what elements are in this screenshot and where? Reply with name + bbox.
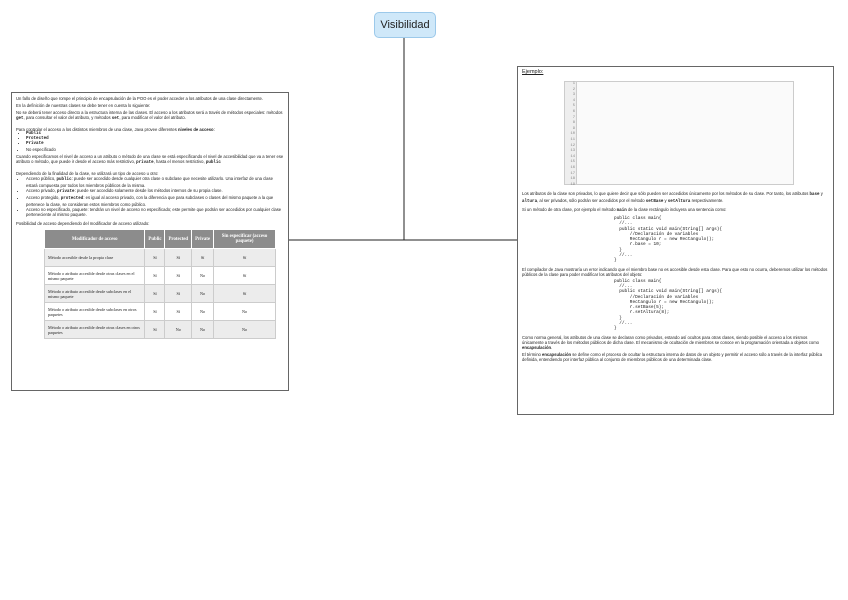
access-table xyxy=(44,229,276,339)
example-label: Ejemplo: xyxy=(522,69,544,75)
level-item: • Private xyxy=(26,142,284,147)
table-header: Protected xyxy=(165,230,192,249)
levels-intro: Para controlar el acceso a los distintos miembros de una clase, Java provee diferentes niveles de acceso: xyxy=(16,127,215,132)
table-cell: Sí xyxy=(145,267,165,285)
table-row xyxy=(45,267,276,285)
table-cell: Sí xyxy=(145,303,165,321)
table-row xyxy=(45,303,276,321)
paragraph-main: Si un método de otra clase, por ejemplo el método main de la clase rectángulo incluyera una sentencia como: xyxy=(522,207,727,213)
table-cell: Sí xyxy=(214,267,276,285)
code-snippet-1: public class main{ //... public static void main(String[] args){ //Declaración de variables Rectangulo r = new Rectangulo(); r.base = 10; } //... } xyxy=(614,216,723,264)
type-item: • Acceso no especificado, paquete: tendrán un nivel de acceso no especificado; este permite que podrán ser accedidos por cualquier clase perteneciente al mismo paquete. xyxy=(26,207,284,217)
table-cell: No xyxy=(214,321,276,339)
table-row xyxy=(45,321,276,339)
intro-text-2: En la definición de nuestras clases se debe tener en cuenta lo siguiente: xyxy=(16,103,151,108)
table-cell: No xyxy=(192,303,214,321)
left-topic-note[interactable] xyxy=(11,92,289,391)
central-topic-label: Visibilidad xyxy=(380,19,430,31)
table-header: Public xyxy=(145,230,165,249)
table-header-row xyxy=(45,230,276,249)
table-cell: No xyxy=(214,303,276,321)
table-cell: No xyxy=(192,321,214,339)
table-caption: Posibilidad de acceso dependiendo del modificador de acceso utilizado: xyxy=(16,221,150,226)
table-cell: Método accesible desde la propia clase xyxy=(45,249,145,267)
type-item: • Acceso público, public: puede ser accedido desde cualquier otra clase o subclase que necesite utilizarlo. Una interfaz de una clase estará compuesta por todos los miembros públicos de la misma. xyxy=(26,176,284,188)
table-cell: Sí xyxy=(165,285,192,303)
levels-list xyxy=(16,132,284,152)
table-cell: No xyxy=(192,267,214,285)
table-cell: Sí xyxy=(192,249,214,267)
table-header: Private xyxy=(192,230,214,249)
table-cell: Método o atributo accesible desde subclases en el mismo paquete xyxy=(45,285,145,303)
paragraph-definition: El término encapsulación se define como el proceso de ocultar la estructura interna de datos de un objeto y permitir el acceso sólo a través de la interfaz pública definida, entendiendo por interfaz pública al conjunto de miembros públicos de una determinada clase. xyxy=(522,351,823,362)
code-screenshot xyxy=(564,81,794,185)
types-list xyxy=(16,176,284,217)
table-cell: Sí xyxy=(145,249,165,267)
table-cell: Método o atributo accesible desde subclases en otros paquetes xyxy=(45,303,145,321)
getset-text: No se deberá tener acceso directo a la estructura interna de las clases. El acceso a los atributos será a través de métodos especiales: métodos get, para consultar el valor del atributo, y métodos set, para modificar el valor del atributo. xyxy=(16,110,283,121)
paragraph-private: Los atributos de la clase son privados, lo que quiere decir que sólo pueden ser accedidos únicamente por los métodos de su clase. Por tanto, los atributos base y altura, al ser privados, sólo podrán ser accedidos por el método setBase y setAltura respectivamente. xyxy=(522,191,823,204)
table-cell: Sí xyxy=(165,303,192,321)
table-cell: Sí xyxy=(214,249,276,267)
table-header: Sin especificar (acceso paquete) xyxy=(214,230,276,249)
level-item: • Protected xyxy=(26,137,284,142)
table-row xyxy=(45,285,276,303)
type-item: • Acceso privado, private: puede ser accedido solamente desde los métodos internos de su propia clase. xyxy=(26,188,284,195)
table-cell: Sí xyxy=(165,267,192,285)
table-header: Modificador de acceso xyxy=(45,230,145,249)
code-line-numbers: 1 2 3 4 5 6 7 8 9 10 11 12 13 14 15 16 17 18 19 xyxy=(565,82,577,184)
right-topic-note[interactable] xyxy=(517,66,834,415)
types-heading: Dependiendo de la finalidad de la clase, se utilizará un tipo de acceso u otro: xyxy=(16,171,159,176)
table-cell: Sí xyxy=(145,321,165,339)
table-cell: Sí xyxy=(214,285,276,303)
table-row xyxy=(45,249,276,267)
code-snippet-2: public class main{ //... public static void main(String[] args){ //Declaración de variables Rectangulo r = new Rectangulo(); r.setBase(5); r.setAltura(8); } //... } xyxy=(614,278,723,332)
table-cell: Sí xyxy=(165,249,192,267)
table-cell: Método o atributo accesible desde otras clases en el mismo paquete xyxy=(45,267,145,285)
specify-text: Cuando especificamos el nivel de acceso a un atributo o método de una clase se está especificando el nivel de accesibilidad que va a tener ese atributo o método, que puede ir desde el acceso más restrictivo, private, hasta el menos restrictivo, public xyxy=(16,154,284,165)
paragraph-compiler: El compilador de Java mostraría un error indicando que el miembro base no es accesible desde esta clase. Para que esto no ocurra, deberemos utilizar los métodos públicos de la clase para poder modificar los atributos del objeto: xyxy=(522,266,828,277)
table-cell: No xyxy=(165,321,192,339)
level-item: • Public xyxy=(26,132,284,137)
table-cell: Sí xyxy=(145,285,165,303)
table-cell: Método o atributo accesible desde otras clases en otros paquetes xyxy=(45,321,145,339)
paragraph-encapsulation: Como norma general, los atributos de una clase se declaran como privados, estando así ocultos para otras clases, siendo posible el acceso a los mismos únicamente a través de los métodos públicos de dicha clase. El mecanismo de ocultación de miembros se conoce en la programación orientada a objetos como encapsulación. xyxy=(522,334,820,350)
type-item: • Acceso protegido, protected: es igual al acceso privado, con la diferencia que para subclases o clases del mismo paquete a la que pertenece la clase, se consideran estos miembros como público. xyxy=(26,195,284,207)
table-cell: No xyxy=(192,285,214,303)
central-topic[interactable] xyxy=(374,12,436,38)
intro-text: Un fallo de diseño que rompe el principio de encapsulación de la POO es el poder acceder a los atributos de una clase directamente. xyxy=(16,96,263,101)
level-item: • No especificado xyxy=(26,147,284,152)
